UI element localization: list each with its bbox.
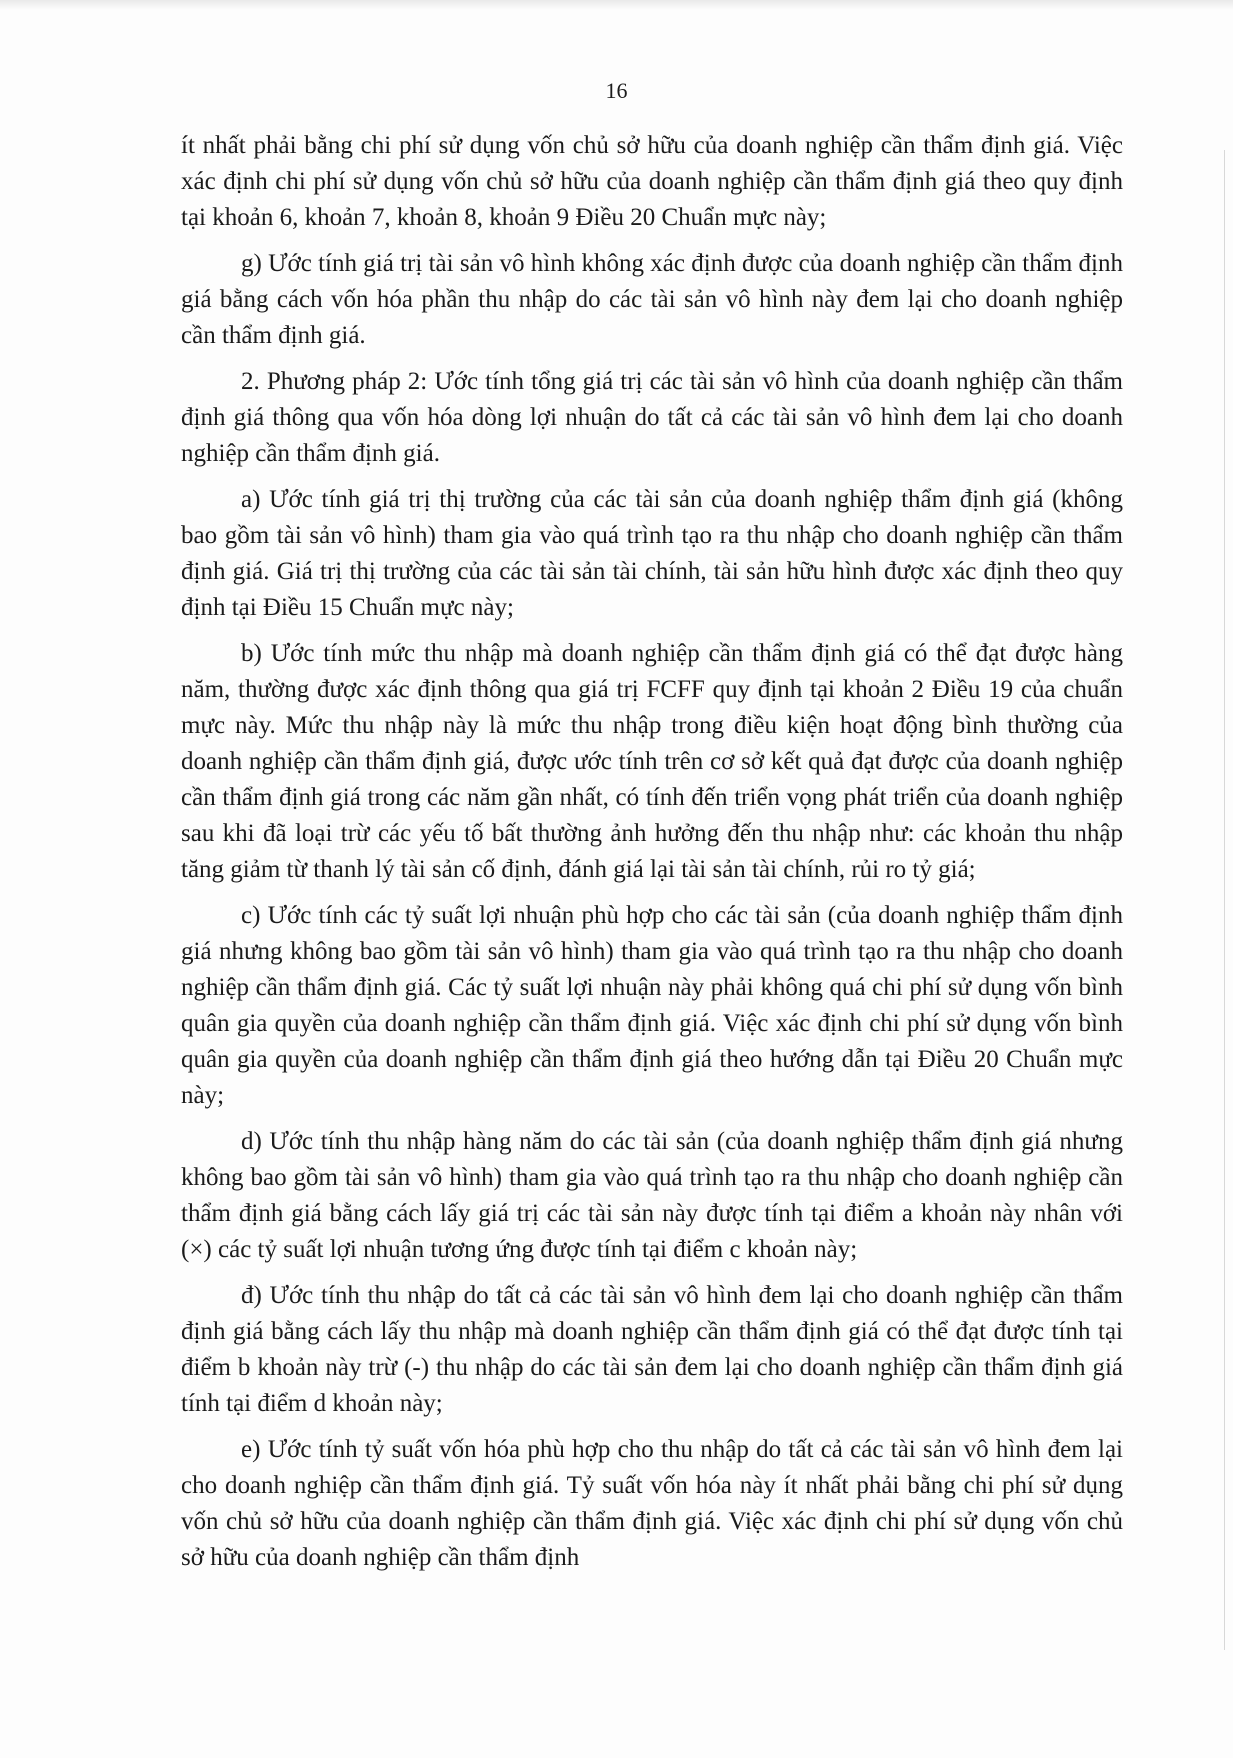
paragraph-method-2: 2. Phương pháp 2: Ước tính tổng giá trị các tài sản vô hình của doanh nghiệp cần thẩm định giá thông qua vốn hóa dòng lợi nhuận do tất cả các tài sản vô hình đem lại cho doanh nghiệp cần thẩm định giá. [181,368,1123,467]
scan-top-edge [0,0,1233,10]
body-text [181,128,1123,1586]
scan-right-edge [1224,150,1225,1650]
paragraph-dd: đ) Ước tính thu nhập do tất cả các tài sản vô hình đem lại cho doanh nghiệp cần thẩm định giá bằng cách lấy thu nhập mà doanh nghiệp cần thẩm định giá có thể đạt được tính tại điểm b khoản này trừ (-) thu nhập do các tài sản đem lại cho doanh nghiệp cần thẩm định giá tính tại điểm d khoản này; [181,1282,1123,1417]
paragraph-g: g) Ước tính giá trị tài sản vô hình không xác định được của doanh nghiệp cần thẩm định giá bằng cách vốn hóa phần thu nhập do các tài sản vô hình này đem lại cho doanh nghiệp cần thẩm định giá. [181,250,1123,349]
paragraph-e: e) Ước tính tỷ suất vốn hóa phù hợp cho thu nhập do tất cả các tài sản vô hình đem lại cho doanh nghiệp cần thẩm định giá. Tỷ suất vốn hóa này ít nhất phải bằng chi phí sử dụng vốn chủ sở hữu của doanh nghiệp cần thẩm định giá. Việc xác định chi phí sử dụng vốn chủ sở hữu của doanh nghiệp cần thẩm định [181,1436,1123,1571]
paragraph-a: a) Ước tính giá trị thị trường của các tài sản của doanh nghiệp thẩm định giá (không bao gồm tài sản vô hình) tham gia vào quá trình tạo ra thu nhập cho doanh nghiệp cần thẩm định giá. Giá trị thị trường của các tài sản tài chính, tài sản hữu hình được xác định theo quy định tại Điều 15 Chuẩn mực này; [181,486,1123,621]
paragraph-c: c) Ước tính các tỷ suất lợi nhuận phù hợp cho các tài sản (của doanh nghiệp thẩm định giá nhưng không bao gồm tài sản vô hình) tham gia vào quá trình tạo ra thu nhập cho doanh nghiệp cần thẩm định giá. Các tỷ suất lợi nhuận này phải không quá chi phí sử dụng vốn bình quân gia quyền của doanh nghiệp cần thẩm định giá. Việc xác định chi phí sử dụng vốn bình quân gia quyền của doanh nghiệp cần thẩm định giá theo hướng dẫn tại Điều 20 Chuẩn mực này; [181,902,1123,1109]
page-number: 16 [605,78,628,103]
paragraph-d: d) Ước tính thu nhập hàng năm do các tài sản (của doanh nghiệp thẩm định giá nhưng không bao gồm tài sản vô hình) tham gia vào quá trình tạo ra thu nhập cho doanh nghiệp cần thẩm định giá bằng cách lấy giá trị các tài sản này được tính tại điểm a khoản này nhân với (×) các tỷ suất lợi nhuận tương ứng được tính tại điểm c khoản này; [181,1128,1123,1263]
paragraph-b: b) Ước tính mức thu nhập mà doanh nghiệp cần thẩm định giá có thể đạt được hàng năm, thường được xác định thông qua giá trị FCFF quy định tại khoản 2 Điều 19 của chuẩn mực này. Mức thu nhập này là mức thu nhập trong điều kiện hoạt động bình thường của doanh nghiệp cần thẩm định giá, được ước tính trên cơ sở kết quả đạt được của doanh nghiệp cần thẩm định giá trong các năm gần nhất, có tính đến triển vọng phát triển của doanh nghiệp sau khi đã loại trừ các yếu tố bất thường ảnh hưởng đến thu nhập như: các khoản thu nhập tăng giảm từ thanh lý tài sản cố định, đánh giá lại tài sản tài chính, rủi ro tỷ giá; [181,640,1123,883]
paragraph-continuation: ít nhất phải bằng chi phí sử dụng vốn chủ sở hữu của doanh nghiệp cần thẩm định giá. Việc xác định chi phí sử dụng vốn chủ sở hữu của doanh nghiệp cần thẩm định giá theo quy định tại khoản 6, khoản 7, khoản 8, khoản 9 Điều 20 Chuẩn mực này; [181,132,1123,231]
